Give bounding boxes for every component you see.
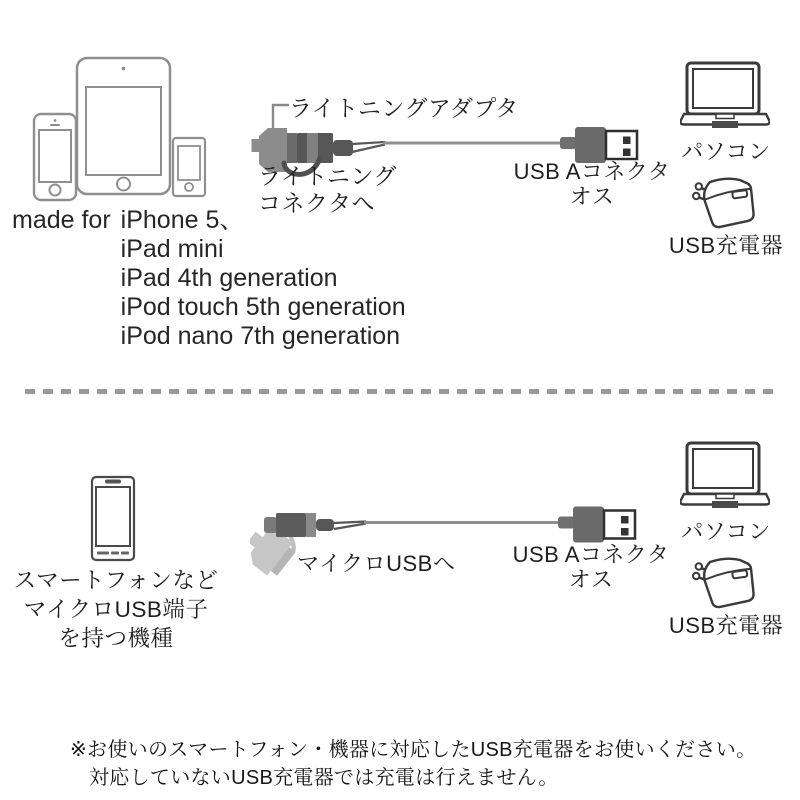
- laptop-icon: [680, 61, 770, 135]
- micro-usb-connector-icon: [264, 513, 366, 537]
- ipad-icon: [77, 58, 170, 194]
- ipod-nano-icon: [173, 138, 205, 196]
- made-for-device: iPad mini: [120, 235, 224, 263]
- section-divider: [25, 389, 775, 394]
- bottom-usb-a-label: [509, 542, 673, 592]
- footnote-line1: ※お使いのスマートフォン・機器に対応したUSB充電器をお使いください。: [70, 739, 757, 761]
- smartphone-caption-line3: を持つ機種: [58, 626, 174, 651]
- smartphone-icon: [88, 470, 138, 565]
- smartphone-caption-line2: マイクロUSB端子: [23, 597, 209, 622]
- usb-a-connector-icon: [558, 507, 635, 543]
- apple-devices-icon: [18, 48, 218, 203]
- lightning-connector-label: [258, 163, 397, 217]
- usb-a-label-line2: オス: [569, 184, 615, 209]
- micro-usb-label: マイクロUSBへ: [297, 551, 456, 576]
- smartphone-caption-line1: スマートフォンなど: [13, 568, 219, 593]
- lightning-connector-label-line2: コネクタへ: [258, 190, 376, 216]
- made-for-device: iPad 4th generation: [120, 264, 338, 292]
- laptop-icon: [680, 441, 770, 515]
- made-for-text: [12, 206, 406, 351]
- top-usb-a-label: [511, 159, 673, 209]
- usb-a-label-line1: USB Aコネクタ: [513, 159, 671, 184]
- usb-a-label-line2: オス: [568, 567, 614, 592]
- pc-label: パソコン: [681, 139, 771, 164]
- usb-a-connector-icon: [560, 127, 637, 163]
- lightning-connector-label-line1: ライトニング: [258, 163, 397, 189]
- made-for-device: iPod touch 5th generation: [120, 293, 406, 321]
- smartphone-caption: [10, 566, 222, 653]
- usb-charger-icon: [690, 173, 760, 233]
- made-for-device: iPod nano 7th generation: [120, 322, 401, 350]
- charger-label: USB充電器: [668, 613, 784, 638]
- pc-label: パソコン: [681, 519, 771, 544]
- made-for-device-list: [121, 206, 406, 351]
- footnote-line2: 対応していないUSB充電器では充電は行えません。: [89, 767, 559, 789]
- lightning-adapter-callout-label: ライトニングアダプタ: [289, 95, 519, 121]
- charger-label: USB充電器: [668, 233, 784, 258]
- made-for-device: iPhone 5、: [120, 206, 245, 234]
- iphone-icon: [34, 114, 76, 200]
- usb-charger-icon: [690, 553, 760, 613]
- usb-a-label-line1: USB Aコネクタ: [512, 542, 670, 567]
- micro-usb-connector-icon: [297, 133, 385, 163]
- made-for-prefix: made for: [12, 206, 111, 234]
